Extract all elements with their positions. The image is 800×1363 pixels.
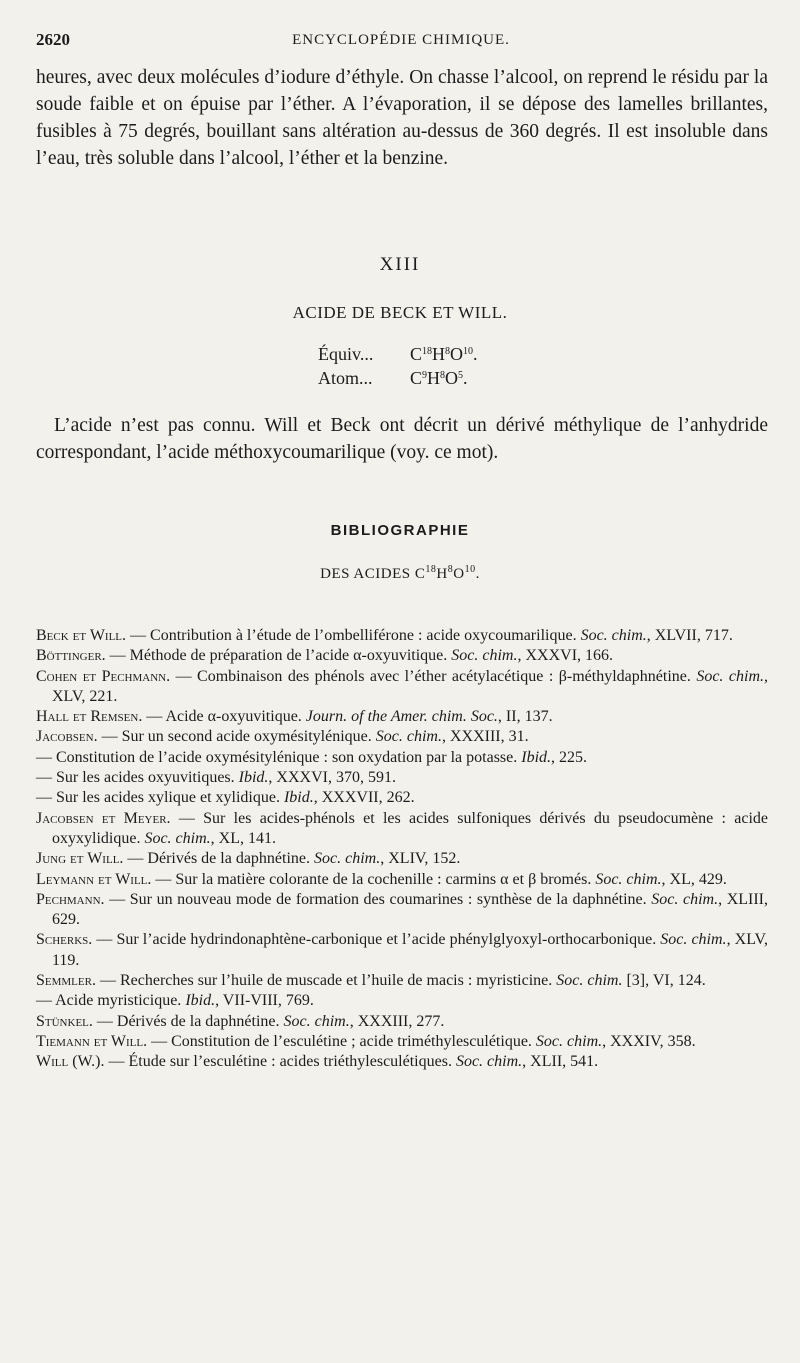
atom-formula: $C^9H^8O^5$. <box>410 368 468 388</box>
entry-journal: Ibid. <box>238 769 269 787</box>
entry-title: — Dérivés de la daphnétine. <box>123 850 315 868</box>
entry-journal: Soc. chim. <box>595 870 662 888</box>
bibliography-entry <box>36 849 768 869</box>
entry-journal: Soc. chim. <box>144 829 211 847</box>
entry-title: Sur les acides oxyuvitiques. <box>52 769 239 787</box>
entry-title: — Sur un second acide oxymésitylénique. <box>97 728 376 746</box>
entry-reference: , XLV, 119. <box>52 931 768 969</box>
entry-journal: Ibid. <box>185 992 216 1010</box>
bibliography-entry <box>36 667 768 708</box>
bibliography-entry <box>36 930 768 971</box>
intro-paragraph: heures, avec deux molécules d’iodure d’éthyle. On chasse l’alcool, on reprend le résidu par la soude faible et on épuise par l’éther. A l’évaporation, il se dépose des lamelles brillantes, fusibles à 75 degrés, bouillant sans altération au-dessus de 360 degrés. Il est insoluble dans l’eau, très soluble dans l’alcool, l’éther et la benzine. <box>36 67 768 169</box>
entry-title: — Contribution à l’étude de l’ombelliférone : acide oxycoumarilique. <box>126 627 581 644</box>
bibliography-entry <box>36 890 768 931</box>
entry-reference: , XLIII, 629. <box>52 890 769 929</box>
entry-title: Constitution de l’acide oxymésitylénique : son oxydation par la potasse. <box>52 748 522 766</box>
entry-reference: , VII-VIII, 769. <box>215 992 314 1010</box>
entry-reference: , XXXVII, 262. <box>313 789 415 807</box>
entry-journal: Soc. chim. <box>651 890 719 908</box>
bibliography-entry <box>36 748 768 768</box>
entry-author: — <box>36 748 52 766</box>
description-paragraph: L’acide n’est pas connu. Will et Beck ont décrit un dérivé méthylique de l’anhydride correspondant, l’acide méthoxycoumarilique (voy. ce mot). <box>36 415 768 463</box>
bibliography-entry <box>36 809 768 850</box>
entry-title: Acide myristicique. <box>52 992 186 1010</box>
entry-reference: [3], VI, 124. <box>622 972 706 990</box>
entry-journal: Soc. chim. <box>314 850 381 868</box>
entry-author: Jacobsen. <box>36 728 98 746</box>
entry-reference: , XLII, 541. <box>522 1053 599 1071</box>
bibliography-entry <box>36 727 768 747</box>
entry-journal: Soc. chim. <box>660 931 727 949</box>
entry-journal: Journ. of the Amer. chim. Soc. <box>305 708 498 726</box>
entry-title: — Recherches sur l’huile de muscade et l’huile de macis : myristicine. <box>95 972 557 990</box>
entry-reference: , XLVII, 717. <box>646 627 733 644</box>
entry-title: Sur les acides xylique et xylidique. <box>52 789 284 807</box>
entry-journal: Soc. chim. <box>451 647 518 665</box>
bibliography-subtitle: DES ACIDES $C^{18}H^8O^{10}$. <box>320 564 480 582</box>
running-header <box>36 30 766 54</box>
entry-title: — Sur l’acide hydrindonaphtène-carbonique et l’acide phénylglyoxyl-orthocarbonique. <box>92 931 661 949</box>
entry-author: Jacobsen et Meyer. <box>36 809 171 827</box>
entry-author: Hall et Remsen. <box>36 708 143 726</box>
bibliography-entry <box>36 971 768 991</box>
entry-title: — Sur un nouveau mode de formation des coumarines : synthèse de la daphnétine. <box>104 890 652 908</box>
entry-journal: Ibid. <box>521 748 552 766</box>
entry-reference: , XXXVI, 370, 591. <box>268 769 396 787</box>
equiv-formula: $C^{18}H^8O^{10}$. <box>410 344 478 364</box>
atom-formula-line <box>318 366 478 390</box>
entry-reference: , XXXIV, 358. <box>602 1032 696 1050</box>
entry-reference: , XL, 429. <box>661 870 727 888</box>
entry-author: Will (W.). <box>36 1053 105 1071</box>
entry-reference: , XXXIII, 31. <box>441 728 529 746</box>
bibliography-entry <box>36 707 768 727</box>
atom-label: Atom... <box>318 368 373 388</box>
entry-author: Tiemann et Will. <box>36 1032 148 1050</box>
entry-journal: Soc. chim. <box>696 667 764 685</box>
entry-author: Semmler. <box>36 972 96 990</box>
entry-author: Scherks. <box>36 931 93 949</box>
entry-journal: Soc. chim. <box>535 1032 603 1050</box>
entry-author: Leymann et Will. <box>36 870 152 888</box>
bibliography-entry <box>36 870 768 890</box>
page-number: 2620 <box>36 30 70 49</box>
entry-title: — Acide α-oxyuvitique. <box>142 708 306 726</box>
entry-author: Stünkel. <box>36 1012 93 1030</box>
bibliography-entry <box>36 1012 768 1032</box>
entry-author: — <box>36 789 52 807</box>
entry-author: — <box>36 992 52 1010</box>
entry-journal: Soc. chim. <box>375 728 442 746</box>
entry-title: — Sur les acides-phénols et les acides sulfoniques dérivés du pseudocumène : acide oxyxylidique. <box>52 809 769 847</box>
entry-reference: , XLIV, 152. <box>380 850 461 868</box>
bibliography-title: BIBLIOGRAPHIE <box>330 522 470 539</box>
section-title: ACIDE DE BECK ET WILL. <box>292 303 508 322</box>
bibliography-entry <box>36 1032 768 1052</box>
equiv-formula-line <box>318 342 478 366</box>
entry-author: Cohen et Pechmann. <box>36 667 171 685</box>
bibliography-entry <box>36 646 768 666</box>
bibliography-entry <box>36 1052 768 1072</box>
entry-journal: Ibid. <box>283 789 314 807</box>
section-number: XIII <box>379 254 421 275</box>
entry-journal: Soc. chim. <box>580 627 647 644</box>
entry-title: — Constitution de l’esculétine ; acide triméthylesculétique. <box>147 1032 536 1050</box>
entry-reference: , II, 137. <box>497 708 553 726</box>
entry-author: — <box>36 769 52 787</box>
entry-title: — Sur la matière colorante de la cochenille : carmins α et β bromés. <box>151 870 596 888</box>
entry-title: — Étude sur l’esculétine : acides triéthylesculétiques. <box>104 1053 456 1071</box>
bibliography-entry <box>36 788 768 808</box>
entry-reference: , 225. <box>551 748 588 766</box>
entry-title: — Méthode de préparation de l’acide α-oxyuvitique. <box>105 647 452 665</box>
entry-journal: Soc. chim. <box>556 972 623 990</box>
entry-reference: , XLV, 221. <box>52 667 768 705</box>
entry-reference: , XL, 141. <box>210 829 276 847</box>
entry-journal: Soc. chim. <box>455 1053 523 1071</box>
bibliography-entry <box>36 991 768 1011</box>
entry-title: — Combinaison des phénols avec l’éther acétylacétique : β-méthyldaphnétine. <box>170 667 697 685</box>
entry-author: Beck et Will. <box>36 627 127 644</box>
entry-title: — Dérivés de la daphnétine. <box>92 1012 284 1030</box>
entry-reference: , XXXIII, 277. <box>349 1012 445 1030</box>
entry-author: Böttinger. <box>36 647 106 665</box>
bibliography-entry <box>36 768 768 788</box>
running-title: ENCYCLOPÉDIE CHIMIQUE. <box>292 32 510 48</box>
equiv-label: Équiv... <box>318 344 374 364</box>
bibliography-entry <box>36 626 768 646</box>
entry-journal: Soc. chim. <box>283 1012 350 1030</box>
entry-reference: , XXXVI, 166. <box>517 647 614 665</box>
bibliography-list <box>36 626 768 1073</box>
formula-block <box>318 342 478 390</box>
entry-author: Jung et Will. <box>36 850 124 868</box>
entry-author: Pechmann. <box>36 890 105 908</box>
